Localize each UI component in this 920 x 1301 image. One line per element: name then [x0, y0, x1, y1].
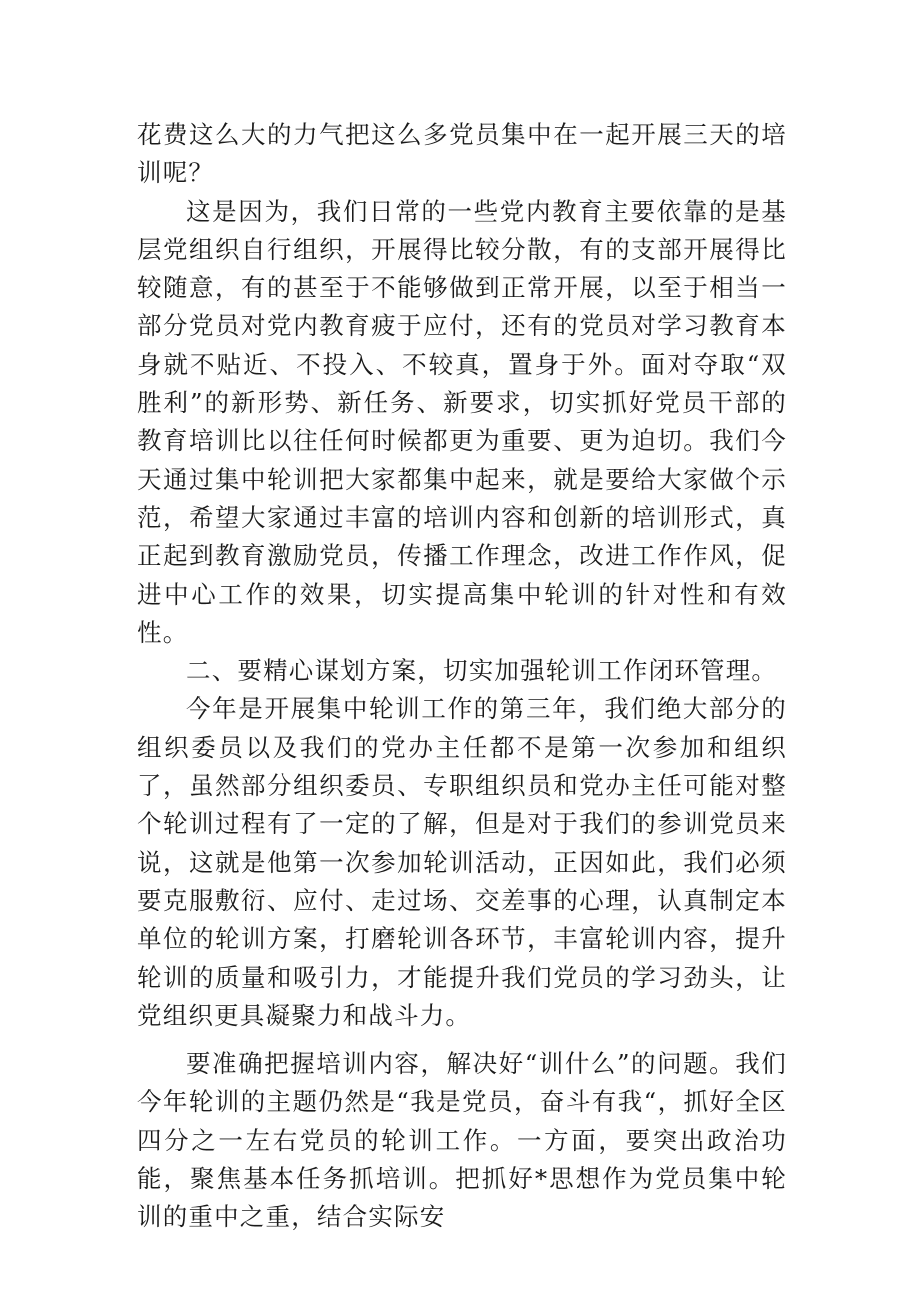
paragraph-training-content: 要准确把握培训内容，解决好“训什么”的问题。我们今年轮训的主题仍然是“我是党员，奋斗有我“，抓好全区四分之一左右党员的轮训工作。一方面，要突出政治功能，聚焦基本任务抓培训。把抓好*思想作为党员集中轮训的重中之重，结合实际安 [137, 1049, 787, 1232]
section-heading-2: 二、要精心谋划方案，切实加强轮训工作闭环管理。 [186, 656, 778, 686]
paragraph-reason: 这是因为，我们日常的一些党内教育主要依靠的是基层党组织自行组织，开展得比较分散，有的支部开展得比较随意，有的甚至于不能够做到正常开展，以至于相当一部分党员对党内教育疲于应付，还有的党员对学习教育本身就不贴近、不投入、不较真，置身于外。面对夺取“双胜利”的新形势、新任务、新要求，切实抓好党员干部的教育培训比以往任何时候都更为重要、更为迫切。我们今天通过集中轮训把大家都集中起来，就是要给大家做个示范，希望大家通过丰富的培训内容和创新的培训形式，真正起到教育激励党员，传播工作理念，改进工作作风，促进中心工作的效果，切实提高集中轮训的针对性和有效性。 [137, 196, 787, 647]
document-body [137, 116, 787, 1237]
paragraph-third-year: 今年是开展集中轮训工作的第三年，我们绝大部分的组织委员以及我们的党办主任都不是第一次参加和组织了，虽然部分组织委员、专职组织员和党办主任可能对整个轮训过程有了一定的了解，但是对于我们的参训党员来说，这就是他第一次参加轮训活动，正因如此，我们必须要克服敷衍、应付、走过场、交差事的心理，认真制定本单位的轮训方案，打磨轮训各环节，丰富轮训内容，提升轮训的质量和吸引力，才能提升我们党员的学习劲头，让党组织更具凝聚力和战斗力。 [137, 694, 787, 1030]
paragraph-continuation: 花费这么大的力气把这么多党员集中在一起开展三天的培训呢？ [137, 120, 787, 188]
